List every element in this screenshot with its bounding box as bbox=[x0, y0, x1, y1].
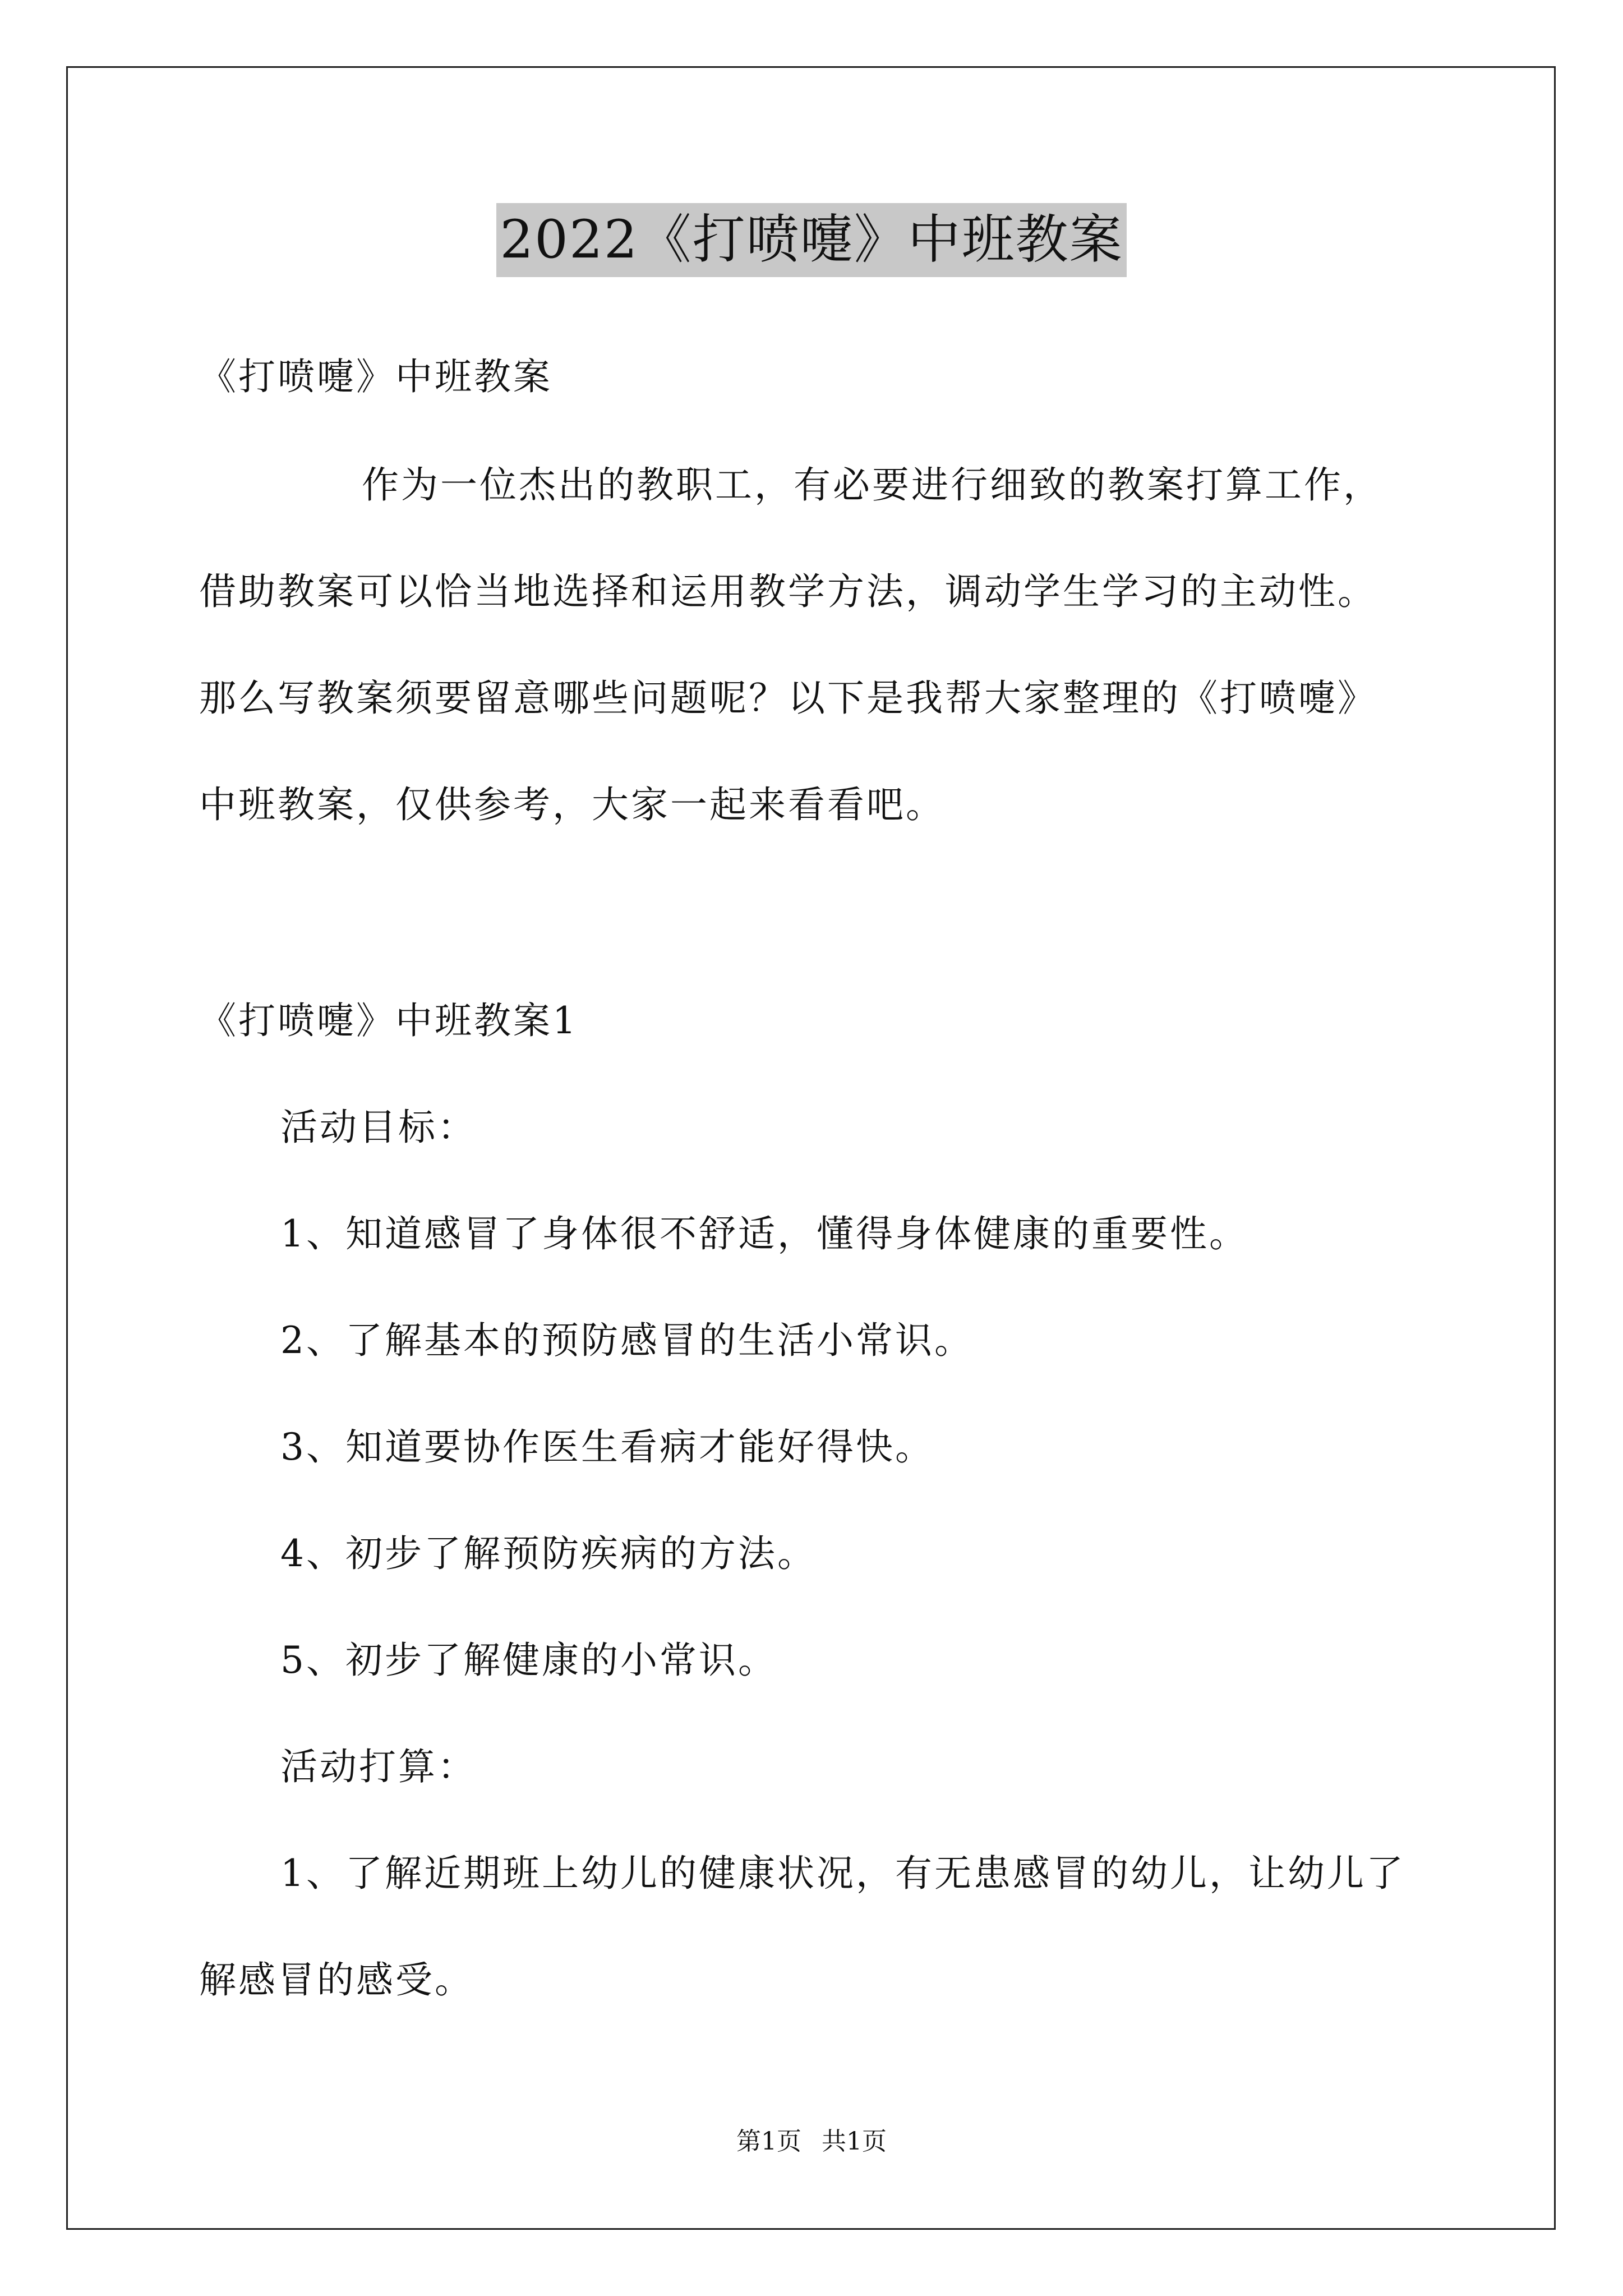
page-footer bbox=[0, 2126, 1623, 2157]
prep-item: 1、了解近期班上幼儿的健康状况，有无患感冒的幼儿，让幼儿了 bbox=[280, 1852, 1405, 1895]
intro-line-1: 作为一位杰出的教职工，有必要进行细致的教案打算工作， bbox=[362, 463, 1382, 507]
section-heading: 《打喷嚏》中班教案1 bbox=[199, 999, 578, 1042]
goal-item: 1、知道感冒了身体很不舒适，懂得身体健康的重要性。 bbox=[280, 1212, 1248, 1255]
goal-item: 5、初步了解健康的小常识。 bbox=[280, 1639, 777, 1682]
prep-item-continued: 解感冒的感受。 bbox=[199, 1958, 474, 2001]
document-title: 2022《打喷嚏》中班教案 bbox=[496, 203, 1126, 277]
title-container bbox=[0, 203, 1623, 277]
document-subtitle: 《打喷嚏》中班教案 bbox=[199, 355, 552, 398]
intro-line-3: 那么写教案须要留意哪些问题呢？以下是我帮大家整理的《打喷嚏》 bbox=[199, 677, 1377, 720]
goals-label: 活动目标： bbox=[280, 1106, 477, 1149]
page-number: 第1页 bbox=[736, 2127, 801, 2156]
intro-line-2: 借助教案可以恰当地选择和运用教学方法，调动学生学习的主动性。 bbox=[199, 570, 1377, 613]
goal-item: 2、了解基本的预防感冒的生活小常识。 bbox=[280, 1319, 974, 1362]
page-total: 共1页 bbox=[822, 2127, 887, 2156]
prep-label: 活动打算： bbox=[280, 1745, 477, 1788]
goal-item: 4、初步了解预防疾病的方法。 bbox=[280, 1532, 817, 1575]
intro-line-4: 中班教案，仅供参考，大家一起来看看吧。 bbox=[199, 783, 945, 826]
goal-item: 3、知道要协作医生看病才能好得快。 bbox=[280, 1425, 934, 1469]
